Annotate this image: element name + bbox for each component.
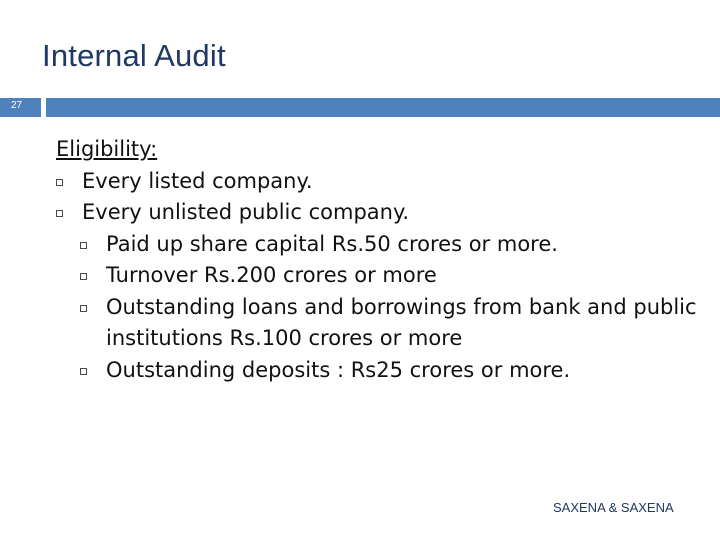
title-divider-bar	[46, 98, 720, 117]
hollow-square-bullet-icon	[80, 242, 87, 249]
hollow-square-bullet-icon	[80, 305, 87, 312]
hollow-square-bullet-icon	[80, 273, 87, 280]
sub-bullet-text: Paid up share capital Rs.50 crores or more.	[106, 231, 558, 256]
sub-bullet-item	[56, 355, 706, 387]
bullet-item	[56, 197, 706, 229]
sub-bullet-item	[56, 229, 706, 261]
content-heading: Eligibility:	[56, 137, 158, 161]
hollow-square-bullet-icon	[56, 210, 63, 217]
sub-bullet-item	[56, 292, 706, 355]
footer-text: SAXENA & SAXENA	[553, 500, 674, 515]
sub-bullet-item	[56, 260, 706, 292]
bullet-text: Every unlisted public company.	[82, 200, 410, 224]
sub-bullet-text: Outstanding loans and borrowings from bank and public institutions Rs.100 crores or more	[106, 294, 697, 350]
sub-bullet-text: Turnover Rs.200 crores or more	[106, 263, 437, 287]
hollow-square-bullet-icon	[80, 368, 87, 375]
hollow-square-bullet-icon	[56, 179, 63, 186]
slide-title: Internal Audit	[42, 38, 226, 73]
slide-content	[56, 134, 706, 386]
bullet-text: Every listed company.	[82, 168, 313, 193]
slide-number: 27	[11, 100, 23, 111]
sub-bullet-text: Outstanding deposits : Rs25 crores or more.	[106, 357, 571, 382]
bullet-item	[56, 166, 706, 198]
